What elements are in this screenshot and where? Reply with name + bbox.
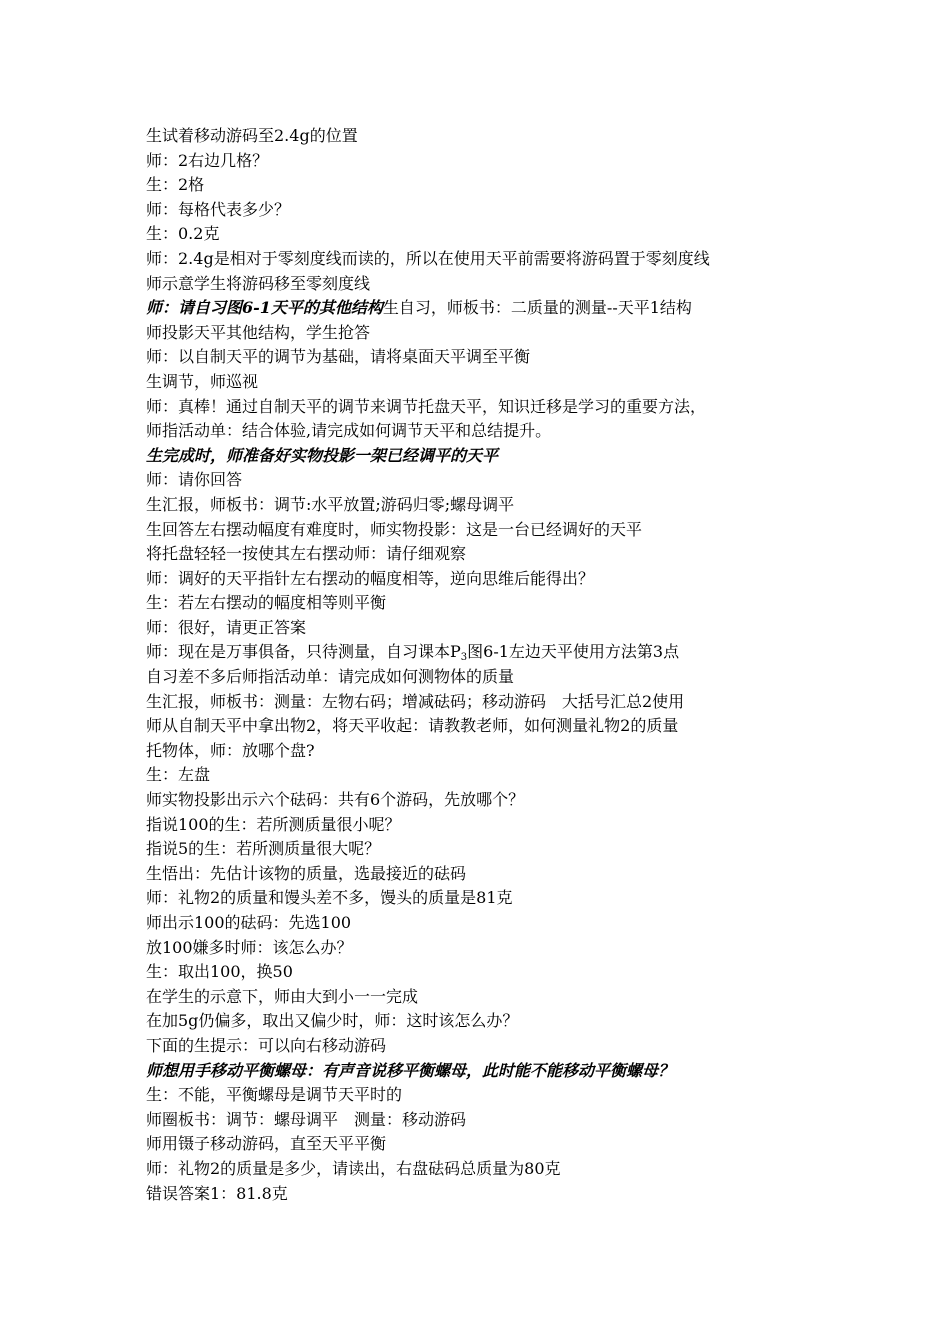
text-line: 师从自制天平中拿出物2，将天平收起：请教教老师，如何测量礼物2的质量 <box>146 716 679 736</box>
text-line: 生：取出100，换50 <box>146 962 293 982</box>
text-line: 生汇报，师板书：调节:水平放置;游码归零;螺母调平 <box>146 494 515 514</box>
text-line: 将托盘轻轻一按使其左右摆动师：请仔细观察 <box>146 544 467 564</box>
text-line-mixed <box>146 296 826 321</box>
text-line: 师指活动单：结合体验,请完成如何调节天平和总结提升。 <box>146 421 552 441</box>
text-line: 生试着移动游码至2.4g的位置 <box>146 126 358 145</box>
text-line: 师：礼物2的质量和馒头差不多，馒头的质量是81克 <box>146 888 513 908</box>
text-line: 指说5的生：若所测质量很大呢？ <box>146 839 381 859</box>
text-line: 师：真棒！通过自制天平的调节来调节托盘天平，知识迁移是学习的重要方法， <box>146 396 707 416</box>
text-line: 师：2右边几格？ <box>146 150 269 170</box>
text-line: 放100嫌多时师：该怎么办？ <box>146 937 353 957</box>
text-line: 托物体，师：放哪个盘? <box>146 740 315 760</box>
text-line: 生：0.2克 <box>146 224 220 244</box>
text-line: 生回答左右摆动幅度有难度时，师实物投影：这是一台已经调好的天平 <box>146 519 643 539</box>
text-line: 错误答案1：81.8克 <box>146 1183 288 1203</box>
emphasized-text: 生完成时，师准备好实物投影一架已经调平的天平 <box>146 445 499 465</box>
text-line-mixed <box>146 1059 826 1084</box>
text-line-subscript <box>146 640 826 665</box>
text-line: 师圈板书：调节：螺母调平 测量：移动游码 <box>146 1109 467 1129</box>
text-line: 生：不能，平衡螺母是调节天平时的 <box>146 1085 403 1105</box>
text-line: 师：调好的天平指针左右摆动的幅度相等，逆向思维后能得出？ <box>146 568 595 588</box>
text-line: 自习差不多后师指活动单：请完成如何测物体的质量 <box>146 667 515 687</box>
text-line: 师出示100的砝码：先选100 <box>146 913 352 932</box>
text-line: 师实物投影出示六个砝码：共有6个游码，先放哪个？ <box>146 790 525 810</box>
text-line: 生：左盘 <box>146 765 211 785</box>
text-line: 在学生的示意下，师由大到小一一完成 <box>146 986 419 1006</box>
text-line: 生：若左右摆动的幅度相等则平衡 <box>146 593 387 613</box>
plain-text: 师：现在是万事俱备，只待测量，自习课本P <box>146 642 461 662</box>
text-line: 下面的生提示：可以向右移动游码 <box>146 1035 387 1055</box>
page-subscript: 3 <box>460 652 468 664</box>
text-line: 师：以自制天平的调节为基础，请将桌面天平调至平衡 <box>146 347 531 367</box>
text-line: 指说100的生：若所测质量很小呢？ <box>146 814 401 834</box>
text-line: 生调节，师巡视 <box>146 371 259 391</box>
emphasized-text: 师想用手移动平衡螺母：有声音说移平衡螺母，此时能不能移动平衡螺母？ <box>146 1060 675 1080</box>
text-line: 师：2.4g是相对于零刻度线而读的，所以在使用天平前需要将游码置于零刻度线 <box>146 248 710 268</box>
document-body <box>146 124 826 1206</box>
text-line: 生汇报，师板书：测量：左物右码；增减砝码；移动游码 大括号汇总2使用 <box>146 691 685 711</box>
text-line: 师：很好，请更正答案 <box>146 617 307 637</box>
text-line: 师：每格代表多少？ <box>146 199 291 219</box>
text-line: 生：2格 <box>146 175 205 195</box>
text-line: 师示意学生将游码移至零刻度线 <box>146 273 371 293</box>
text-line: 师：礼物2的质量是多少，请读出，右盘砝码总质量为80克 <box>146 1158 561 1178</box>
plain-text: 图6-1左边天平使用方法第3点 <box>467 642 680 662</box>
text-line: 在加5g仍偏多，取出又偏少时，师：这时该怎么办？ <box>146 1011 519 1031</box>
text-line: 师投影天平其他结构，学生抢答 <box>146 322 371 342</box>
text-line: 生悟出：先估计该物的质量，选最接近的砝码 <box>146 863 467 883</box>
text-line: 师用镊子移动游码，直至天平平衡 <box>146 1134 387 1154</box>
emphasized-text: 师：请自习图6-1天平的其他结构 <box>146 298 383 318</box>
text-line-mixed <box>146 444 826 469</box>
plain-text: 生自习，师板书：二质量的测量--天平1结构 <box>382 298 692 318</box>
text-line: 师：请你回答 <box>146 470 243 490</box>
